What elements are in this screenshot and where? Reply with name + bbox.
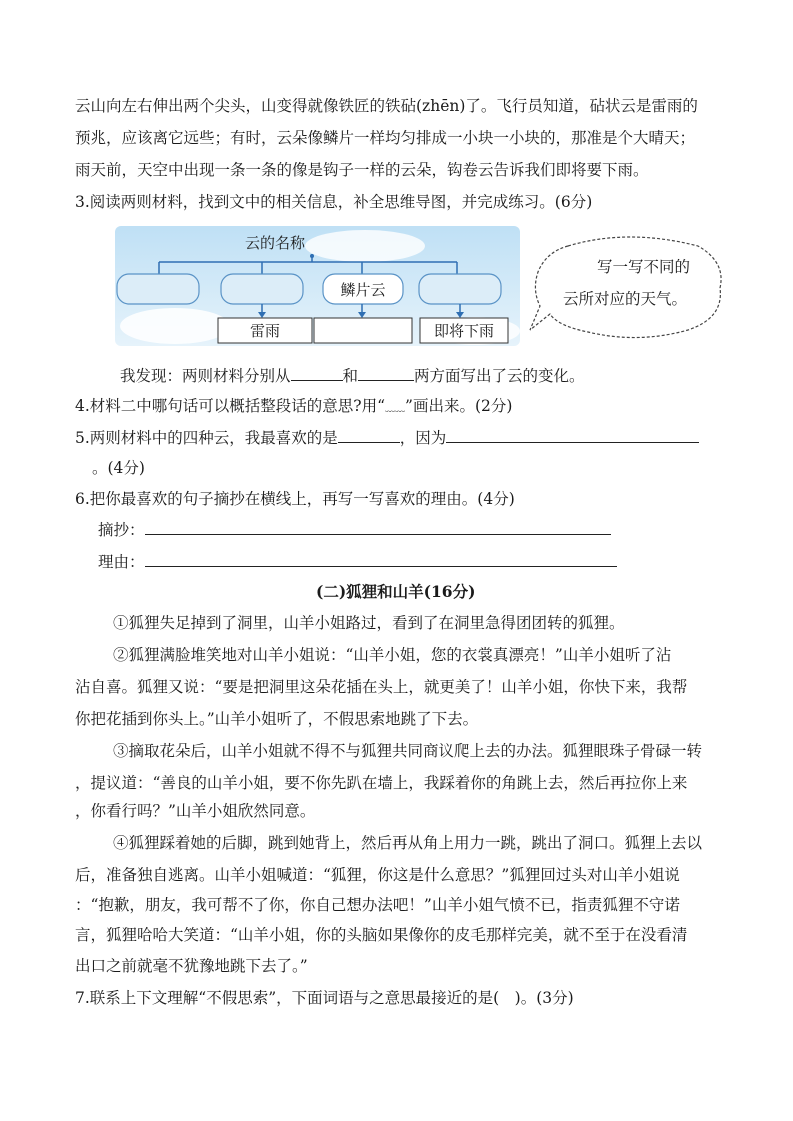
material-line-2: 预兆，应该离它远些；有时，云朵像鳞片一样均匀排成一小块一小块的，那准是个大晴天； [75,129,696,147]
reason-blank[interactable] [446,428,699,443]
discover-blank-1[interactable] [291,366,343,381]
material-line-1: 云山向左右伸出两个尖头，山变得就像铁匠的铁砧(zhēn)了。飞行员知道，砧状云是雷雨的 [75,97,698,115]
cloud-name-box-2[interactable] [221,274,303,304]
paragraph-4-line-5: 出口之前就毫不犹豫地跳下去了。” [75,957,308,975]
wave-underline-mark: ﹏﹏ [385,403,406,414]
svg-text:鳞片云: 鳞片云 [340,281,386,299]
svg-text:雷雨: 雷雨 [249,322,281,340]
reason-line[interactable] [145,552,617,567]
discover-mid: 和 [342,367,359,385]
reason-row [98,552,617,572]
bubble-line-1: 写一写不同的 [597,258,691,276]
cloud-decoration [120,308,230,344]
copy-row [98,520,611,540]
reason-label: 理由： [98,553,145,571]
section-title: (二)狐狸和山羊(16分) [316,582,476,601]
discover-prefix: 我发现：两则材料分别从 [120,367,291,385]
paragraph-4-line-1: ④狐狸踩着她的后脚，跳到她背上，然后再从角上用力一跳，跳出了洞口。狐狸上去以 [113,834,703,852]
cloud-mind-map [115,226,520,346]
copy-line[interactable] [145,520,611,535]
root-label: 云的名称 [244,234,306,252]
cloud-name-box-3 [323,274,403,304]
paragraph-4-line-2: 后，准备独自逃离。山羊小姐喊道：“狐狸，你这是什么意思？”狐狸回过头对山羊小姐说 [75,866,680,884]
bubble-line-2: 云所对应的天气。 [563,290,688,308]
question-7: 7.联系上下文理解“不假思索”，下面词语与之意思最接近的是( )。(3分) [75,989,574,1007]
paragraph-3-line-1: ③摘取花朵后，山羊小姐就不得不与狐狸共同商议爬上去的办法。狐狸眼珠子骨碌一转 [113,742,703,760]
question-6: 6.把你最喜欢的句子摘抄在横线上，再写一写喜欢的理由。(4分) [75,490,515,508]
favorite-cloud-blank[interactable] [338,428,400,443]
cloud-name-box-4[interactable] [419,274,501,304]
cloud-name-box-1[interactable] [117,274,199,304]
cloud-decoration [305,230,425,262]
question-4: 4.材料二中哪句话可以概括整段话的意思?用“﹏﹏”画出来。(2分) [75,397,513,415]
speech-bubble [528,232,728,342]
question-3: 3.阅读两则材料，找到文中的相关信息，补全思维导图，并完成练习。(6分) [75,193,593,211]
weather-box-3 [420,318,508,343]
paragraph-4-line-3: ：“抱歉，朋友，我可帮不了你，你自己想办法吧！”山羊小姐气愤不已，指责狐狸不守诺 [75,896,680,914]
paragraph-2-line-1: ②狐狸满脸堆笑地对山羊小姐说：“山羊小姐，您的衣裳真漂亮！”山羊小姐听了沾 [113,646,672,664]
svg-text:即将下雨: 即将下雨 [433,322,495,340]
paragraph-1: ①狐狸失足掉到了洞里，山羊小姐路过，看到了在洞里急得团团转的狐狸。 [113,614,625,632]
weather-box-2[interactable] [314,318,412,343]
paragraph-2-line-2: 沾自喜。狐狸又说：“要是把洞里这朵花插在头上，就更美了！山羊小姐，你快下来，我帮 [75,678,688,696]
paragraph-3-line-3: ，你看行吗？”山羊小姐欣然同意。 [75,802,316,820]
discover-sentence [120,366,585,386]
weather-box-1 [218,318,312,343]
paragraph-2-line-3: 你把花插到你头上。”山羊小姐听了，不假思索地跳了下去。 [75,710,479,728]
material-line-3: 雨天前，天空中出现一条一条的像是钩子一样的云朵，钩卷云告诉我们即将要下雨。 [75,161,649,179]
discover-suffix: 两方面写出了云的变化。 [414,367,585,385]
question-5-end: 。(4分) [92,459,145,477]
paragraph-4-line-4: 言，狐狸哈哈大笑道：“山羊小姐，你的头脑如果像你的皮毛那样完美，就不至于在没看清 [75,926,688,944]
paragraph-3-line-2: ，提议道：“善良的山羊小姐，要不你先趴在墙上，我踩着你的角跳上去，然后再拉你上来 [75,774,688,792]
discover-blank-2[interactable] [358,366,414,381]
copy-label: 摘抄： [98,521,145,539]
question-5: 5.两则材料中的四种云，我最喜欢的是 ，因为 [75,428,699,448]
